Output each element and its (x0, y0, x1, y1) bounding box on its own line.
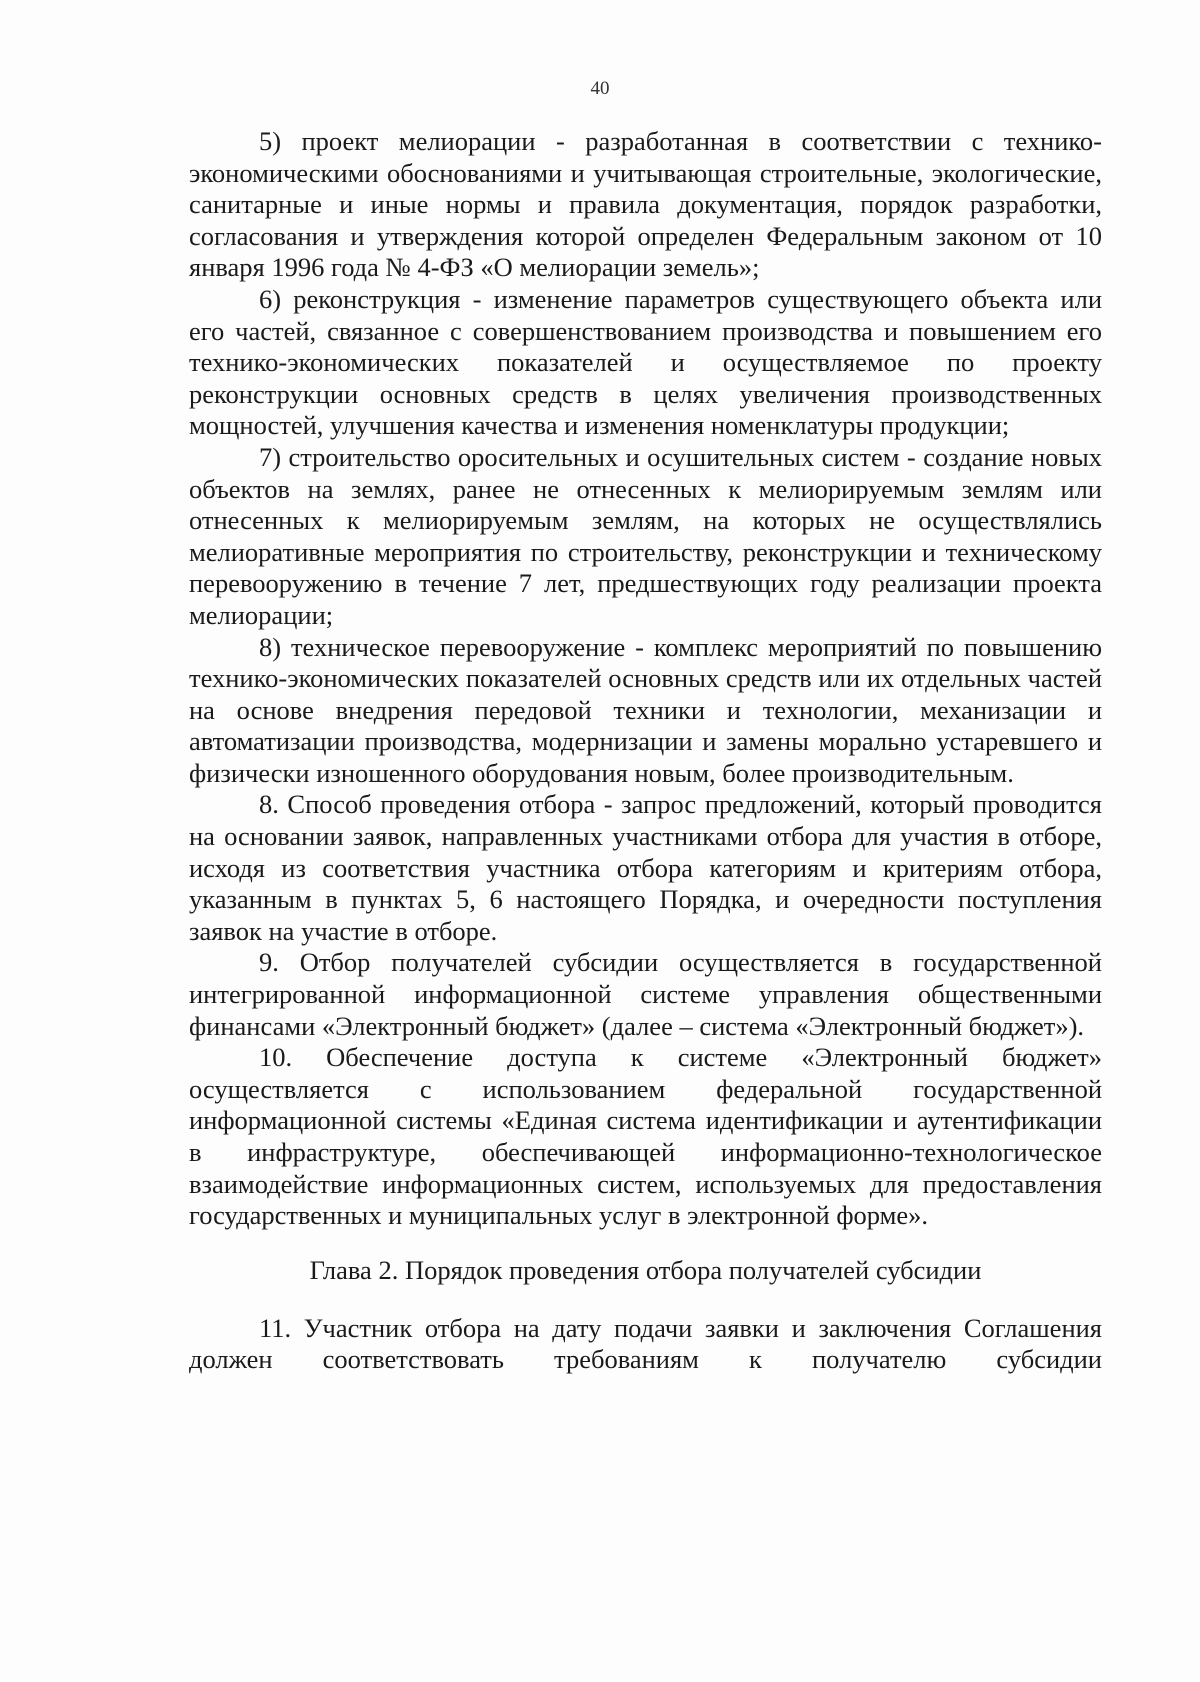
paragraph-item-5: 5) проект мелиорации - разработанная в соответствии с технико-экономическими обоснованиями и учитывающая строительные, экологические, санитарные и иные нормы и правила документация, порядок разработки, согласования и утверждения которой определен Федеральным законом от 10 января 1996 года № 4-ФЗ «О мелиорации земель»; (189, 126, 1102, 283)
paragraph-item-8-subitem: 8) техническое перевооружение - комплекс мероприятий по повышению технико-экономических показателей основных средств или их отдельных частей на основе внедрения передовой техники и технологии, механизации и автоматизации производства, модернизации и замены морально устаревшего и физически изношенного оборудования новым, более производительным. (189, 631, 1102, 788)
paragraph-clause-9: 9. Отбор получателей субсидии осуществляется в государственной интегрированной информационной системе управления общественными финансами «Электронный бюджет» (далее – система «Электронный бюджет»). (189, 947, 1102, 1041)
chapter-heading: Глава 2. Порядок проведения отбора получателей субсидии (309, 1254, 982, 1285)
document-body (189, 126, 1102, 1376)
paragraph-item-7: 7) строительство оросительных и осушительных систем - создание новых объектов на землях, ранее не отнесенных к мелиорируемым землям или отнесенных к мелиорируемым землям, на которых не осуществлялись мелиоративные мероприятия по строительству, реконструкции и техническому перевооружению в течение 7 лет, предшествующих году реализации проекта мелиорации; (189, 441, 1102, 630)
paragraph-clause-10: 10. Обеспечение доступа к системе «Электронный бюджет» осуществляется с использованием федеральной государственной информационной системы «Единая система идентификации и аутентификации в инфраструктуре, обеспечивающей информационно-технологическое взаимодействие информационных систем, используемых для предоставления государственных и муниципальных услуг в электронной форме». (189, 1042, 1102, 1231)
paragraph-clause-11: 11. Участник отбора на дату подачи заявки и заключения Соглашения должен соответствовать требованиям к получателю субсидии (189, 1312, 1102, 1375)
page-number: 40 (590, 78, 610, 99)
paragraph-item-6: 6) реконструкция - изменение параметров существующего объекта или его частей, связанное с совершенствованием производства и повышением его технико-экономических показателей и осуществляемое по проекту реконструкции основных средств в целях увеличения производственных мощностей, улучшения качества и изменения номенклатуры продукции; (189, 283, 1102, 441)
paragraph-clause-8: 8. Способ проведения отбора - запрос предложений, который проводится на основании заявок, направленных участниками отбора для участия в отборе, исходя из соответствия участника отбора категориям и критериям отбора, указанным в пунктах 5, 6 настоящего Порядка, и очередности поступления заявок на участие в отборе. (189, 789, 1102, 946)
